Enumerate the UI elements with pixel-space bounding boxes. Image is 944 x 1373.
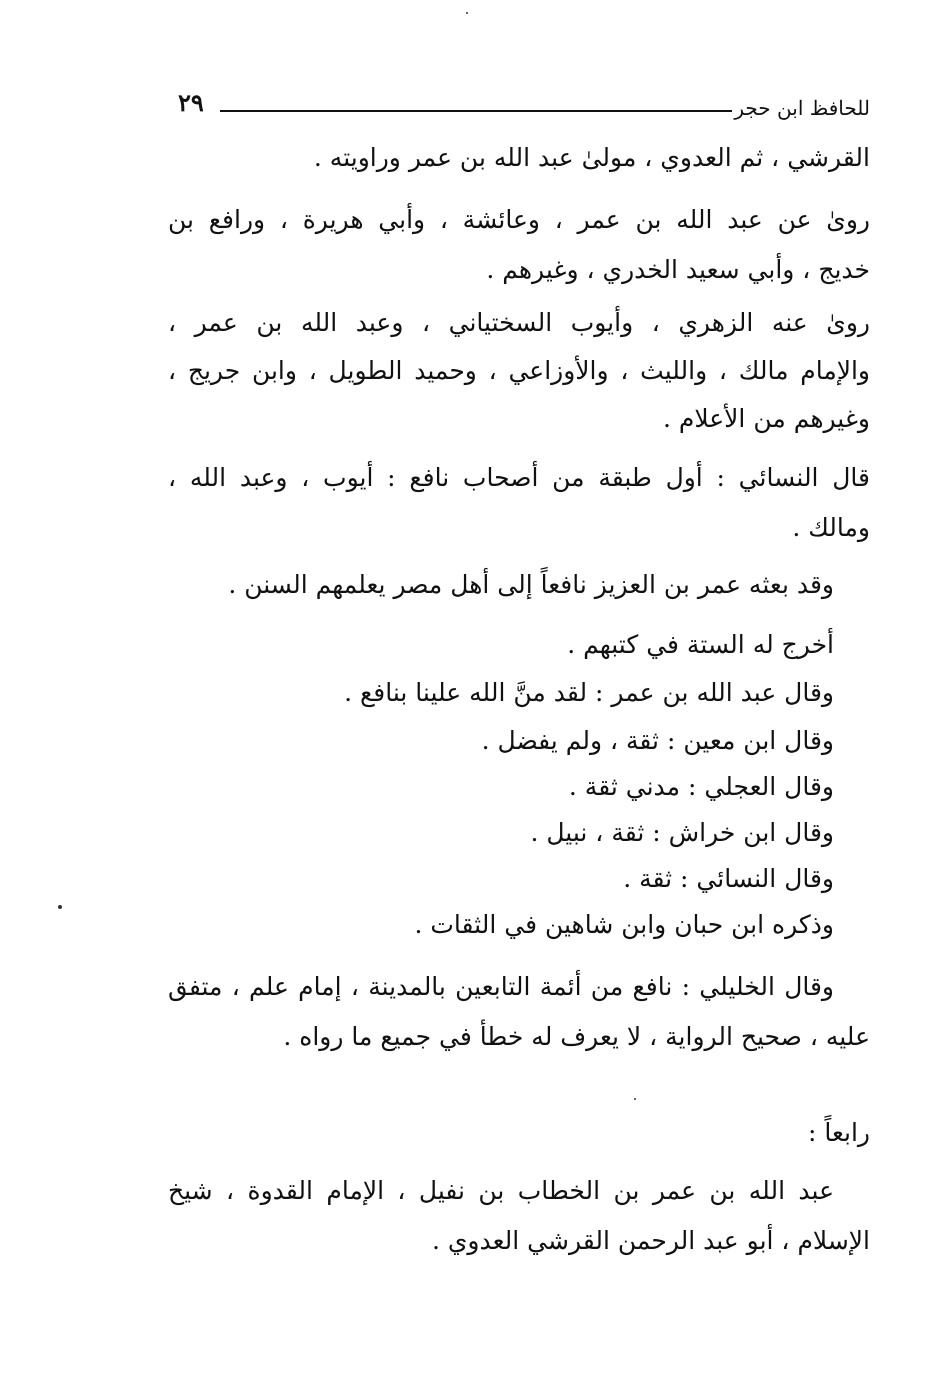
paragraph-line: روىٰ عنه الزهري ، وأيوب السختياني ، وعبد الله بن عمر ،: [168, 308, 870, 337]
text-line: ومالك .: [792, 513, 870, 542]
text-line: وقال النسائي : ثقة .: [623, 864, 834, 893]
text-line: وقال ابن خراش : ثقة ، نبيل .: [530, 818, 834, 847]
scan-speck: [58, 905, 62, 909]
section-heading: رابعاً :: [807, 1118, 870, 1147]
text-line: وغيرهم من الأعلام .: [662, 404, 870, 433]
page-number: ٢٩: [178, 88, 204, 117]
text-line: الإسلام ، أبو عبد الرحمن القرشي العدوي .: [431, 1226, 870, 1255]
text-line: وقال ابن معين : ثقة ، ولم يفضل .: [481, 726, 834, 755]
text-line: عليه ، صحيح الرواية ، لا يعرف له خطأ في جميع ما رواه .: [283, 1022, 870, 1051]
scan-speck: [466, 12, 468, 14]
page-header: [170, 88, 870, 124]
paragraph-line: رویٰ عن عبد الله بن عمر ، وعائشة ، وأبي هريرة ، ورافع بن: [168, 205, 870, 234]
paragraph-line: قال النسائي : أول طبقة من أصحاب نافع : أيوب ، وعبد الله ،: [168, 463, 870, 492]
text-line: وقال عبد الله بن عمر : لقد منَّ الله علينا بنافع .: [344, 678, 834, 707]
paragraph-line: والإمام مالك ، والليث ، والأوزاعي ، وحميد الطويل ، وابن جريج ،: [168, 356, 870, 385]
paragraph-line: وقال الخليلي : نافع من أئمة التابعين بالمدينة ، إمام علم ، متفق: [168, 972, 834, 1001]
running-title: للحافظ ابن حجر: [734, 96, 870, 120]
scan-speck: [634, 1098, 636, 1100]
text-line: خديج ، وأبي سعيد الخدري ، وغيرهم .: [486, 255, 870, 284]
header-rule: [220, 110, 732, 112]
text-line: وقال العجلي : مدني ثقة .: [568, 772, 834, 801]
text-line: وقد بعثه عمر بن العزيز نافعاً إلى أهل مصر يعلمهم السنن .: [228, 570, 834, 599]
text-line: القرشي ، ثم العدوي ، مولىٰ عبد الله بن عمر وراويته .: [313, 143, 870, 172]
text-line: أخرج له الستة في كتبهم .: [567, 630, 834, 659]
paragraph-line: عبد الله بن عمر بن الخطاب بن نفيل ، الإمام القدوة ، شيخ: [168, 1176, 834, 1205]
text-line: وذكره ابن حبان وابن شاهين في الثقات .: [414, 910, 834, 939]
